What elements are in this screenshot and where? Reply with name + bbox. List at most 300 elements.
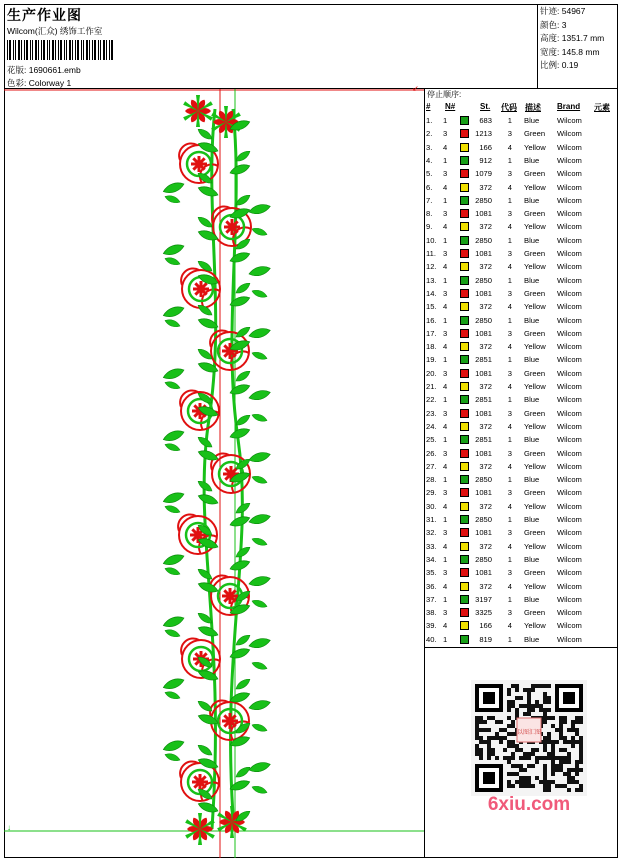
row-needle: 4 (443, 262, 448, 272)
leaf (162, 366, 185, 381)
row-stitches: 372 (479, 222, 492, 232)
color-swatch (460, 369, 469, 378)
flower-center (229, 224, 235, 230)
row-index: 28. (426, 475, 437, 485)
color-swatch (460, 276, 469, 285)
row-description: Yellow (524, 461, 546, 471)
table-row (425, 221, 618, 234)
row-description: Blue (524, 275, 540, 285)
row-index: 4. (426, 155, 433, 165)
leaf (248, 388, 271, 402)
row-stitches: 1081 (475, 209, 492, 219)
leaf (251, 722, 268, 733)
embroidery-design (4, 84, 424, 858)
row-code: 1 (507, 554, 512, 564)
row-brand: Wilcom (557, 222, 582, 232)
row-brand: Wilcom (557, 355, 582, 365)
row-stitches: 2850 (475, 515, 492, 524)
table-row (425, 115, 618, 128)
row-stitches: 2850 (475, 195, 492, 205)
stat-label: 颜色: (540, 19, 562, 30)
flower-center (195, 532, 201, 538)
row-brand: Wilcom (557, 475, 582, 485)
row-needle: 3 (443, 368, 448, 378)
stat-label: 针迹: (540, 6, 562, 16)
row-description: Green (524, 249, 546, 258)
color-swatch (460, 222, 469, 231)
table-row (425, 474, 618, 487)
leaf (162, 676, 185, 691)
table-row (425, 128, 618, 141)
row-code: 3 (507, 129, 512, 139)
row-code: 1 (507, 594, 512, 604)
row-index: 10. (426, 235, 437, 245)
row-stitches: 3325 (475, 608, 492, 618)
row-brand: Wilcom (557, 342, 582, 352)
leaf (164, 380, 181, 391)
row-index: 2. (426, 129, 433, 139)
watermark-text: 6xiu.com (487, 794, 571, 815)
row-description: Green (524, 288, 546, 298)
colorway-label: 色彩: Colorway 1 (7, 78, 72, 88)
row-brand: Wilcom (557, 382, 582, 391)
row-index: 34. (426, 554, 437, 564)
row-needle: 1 (443, 554, 448, 564)
row-code: 4 (507, 621, 512, 631)
row-description: Yellow (524, 581, 546, 591)
leaf (162, 614, 185, 629)
row-index: 25. (426, 435, 437, 445)
top-marker-arrow: ↙ (412, 84, 419, 93)
flower-center (227, 718, 233, 724)
leaf (248, 450, 271, 464)
row-stitches: 372 (479, 461, 492, 471)
row-needle: 1 (443, 275, 448, 285)
row-index: 40. (426, 634, 437, 644)
row-index: 9. (426, 222, 433, 232)
leaf (162, 242, 185, 257)
leaf (248, 326, 271, 340)
header (4, 4, 537, 88)
stat-value: 54967 (561, 6, 586, 16)
row-needle: 1 (443, 634, 448, 644)
row-index: 26. (426, 448, 437, 458)
row-needle: 1 (443, 355, 448, 365)
row-brand: Wilcom (557, 501, 582, 511)
row-description: Blue (524, 594, 540, 604)
leaf (164, 194, 181, 205)
leaf (248, 760, 271, 774)
color-swatch (460, 395, 469, 404)
leaf (164, 690, 181, 701)
color-swatch (460, 382, 469, 391)
row-description: Blue (524, 475, 540, 485)
row-brand: Wilcom (557, 155, 582, 165)
row-stitches: 2850 (475, 235, 492, 245)
row-description: Green (524, 448, 546, 458)
leaf (164, 318, 181, 329)
color-swatch (460, 236, 469, 245)
table-row (425, 301, 618, 314)
row-stitches: 1081 (475, 528, 492, 538)
row-description: Yellow (524, 222, 546, 232)
color-swatch (460, 355, 469, 364)
row-needle: 3 (443, 209, 448, 219)
row-index: 19. (426, 355, 437, 365)
color-swatch (460, 608, 469, 617)
row-description: Blue (524, 634, 540, 644)
stat-row (540, 59, 578, 71)
row-brand: Wilcom (557, 368, 582, 378)
row-code: 4 (507, 461, 512, 471)
row-brand: Wilcom (557, 528, 582, 538)
row-brand: Wilcom (557, 395, 582, 405)
row-index: 36. (426, 581, 437, 591)
leaf (164, 504, 181, 515)
row-stitches: 1081 (475, 328, 492, 338)
leaf (196, 567, 214, 582)
row-brand: Wilcom (557, 488, 582, 498)
row-brand: Wilcom (557, 541, 582, 551)
color-swatch (460, 621, 469, 630)
color-swatch (460, 502, 469, 511)
row-brand: Wilcom (557, 116, 582, 125)
row-needle: 1 (443, 235, 448, 245)
color-swatch (460, 143, 469, 152)
row-stitches: 2850 (475, 475, 492, 485)
row-index: 13. (426, 275, 437, 285)
table-row (425, 541, 618, 554)
col-header-needle: N# (445, 102, 456, 111)
col-header-code: 代码 (501, 103, 517, 112)
row-index: 32. (426, 528, 437, 538)
row-index: 33. (426, 541, 437, 551)
row-stitches: 1081 (475, 568, 492, 578)
leaf (229, 162, 251, 177)
row-needle: 3 (443, 408, 448, 418)
row-code: 4 (507, 541, 512, 551)
row-brand: Wilcom (557, 328, 582, 338)
bottom-marker-arrow: ↓ (7, 823, 11, 832)
table-row (425, 168, 618, 181)
table-row (425, 328, 618, 341)
row-needle: 4 (443, 501, 448, 511)
row-code: 1 (507, 315, 512, 325)
row-code: 3 (507, 249, 512, 258)
table-row (425, 182, 618, 195)
row-brand: Wilcom (557, 594, 582, 604)
table-row (425, 461, 618, 474)
row-description: Green (524, 528, 546, 538)
color-swatch (460, 183, 469, 192)
table-row (425, 354, 618, 367)
color-swatch (460, 542, 469, 551)
row-stitches: 2851 (475, 395, 492, 405)
row-code: 3 (507, 408, 512, 418)
leaf (164, 442, 181, 453)
color-swatch (460, 515, 469, 524)
row-index: 21. (426, 382, 437, 391)
color-swatch (460, 635, 469, 644)
row-brand: Wilcom (557, 515, 582, 524)
table-row (425, 527, 618, 540)
row-needle: 3 (443, 249, 448, 258)
row-description: Blue (524, 554, 540, 564)
row-stitches: 1081 (475, 249, 492, 258)
row-code: 3 (507, 288, 512, 298)
row-needle: 3 (443, 488, 448, 498)
row-code: 4 (507, 302, 512, 312)
leaf (248, 636, 271, 650)
row-index: 29. (426, 488, 437, 498)
color-swatch (460, 449, 469, 458)
row-needle: 3 (443, 129, 448, 139)
row-brand: Wilcom (557, 302, 582, 312)
row-needle: 1 (443, 315, 448, 325)
row-code: 4 (507, 182, 512, 192)
row-needle: 1 (443, 594, 448, 604)
row-description: Green (524, 368, 546, 378)
row-code: 1 (507, 275, 512, 285)
row-needle: 4 (443, 382, 448, 391)
color-swatch (460, 555, 469, 564)
table-row (425, 607, 618, 620)
row-index: 31. (426, 515, 437, 524)
row-stitches: 2850 (475, 315, 492, 325)
row-code: 3 (507, 448, 512, 458)
row-stitches: 372 (479, 182, 492, 192)
qr-panel (425, 648, 618, 858)
leaf (251, 474, 268, 485)
vine-pattern (162, 95, 271, 845)
table-row (425, 567, 618, 580)
row-needle: 3 (443, 328, 448, 338)
col-header-brand: Brand (557, 102, 581, 111)
table-row (425, 434, 618, 447)
row-needle: 3 (443, 288, 448, 298)
row-index: 37. (426, 594, 437, 604)
table-row (425, 581, 618, 594)
row-description: Yellow (524, 342, 546, 352)
row-stitches: 1081 (475, 448, 492, 458)
leaf (164, 256, 181, 267)
barcode-image (7, 40, 115, 60)
row-description: Yellow (524, 142, 546, 152)
row-brand: Wilcom (557, 169, 582, 179)
flower-center (198, 286, 204, 292)
row-stitches: 912 (479, 155, 492, 165)
row-code: 1 (507, 116, 512, 125)
row-index: 18. (426, 342, 437, 352)
table-row (425, 208, 618, 221)
leaf (251, 598, 268, 609)
row-stitches: 1081 (475, 488, 492, 498)
color-swatch (460, 435, 469, 444)
row-stitches: 1081 (475, 288, 492, 298)
row-needle: 1 (443, 116, 448, 125)
row-brand: Wilcom (557, 581, 582, 591)
row-needle: 4 (443, 142, 448, 152)
row-brand: Wilcom (557, 608, 582, 618)
row-description: Blue (524, 155, 540, 165)
row-brand: Wilcom (557, 275, 582, 285)
leaf (234, 281, 252, 296)
row-description: Green (524, 488, 546, 498)
row-stitches: 166 (479, 621, 492, 631)
table-row (425, 261, 618, 274)
row-code: 4 (507, 421, 512, 431)
row-brand: Wilcom (557, 554, 582, 564)
design-file-label: 花版: 1690661.emb (7, 65, 81, 75)
row-code: 3 (507, 568, 512, 578)
row-brand: Wilcom (557, 249, 582, 258)
row-stitches: 372 (479, 421, 492, 431)
row-description: Blue (524, 315, 540, 325)
row-brand: Wilcom (557, 315, 582, 325)
row-description: Blue (524, 515, 540, 524)
stats-panel (537, 4, 618, 88)
leaf (162, 490, 185, 505)
color-swatch (460, 196, 469, 205)
sequence-heading: 停止顺序: (427, 90, 462, 99)
row-code: 4 (507, 581, 512, 591)
table-row (425, 634, 618, 647)
table-row (425, 275, 618, 288)
row-stitches: 2851 (475, 355, 492, 365)
row-code: 4 (507, 501, 512, 511)
color-swatch (460, 488, 469, 497)
row-index: 30. (426, 501, 437, 511)
row-index: 35. (426, 568, 437, 578)
table-row (425, 594, 618, 607)
leaf (251, 412, 268, 423)
row-needle: 1 (443, 395, 448, 405)
row-brand: Wilcom (557, 182, 582, 192)
row-description: Green (524, 568, 546, 578)
row-code: 4 (507, 142, 512, 152)
row-index: 8. (426, 209, 433, 219)
row-stitches: 372 (479, 581, 492, 591)
stat-row (540, 5, 585, 17)
stat-row (540, 46, 600, 58)
row-brand: Wilcom (557, 634, 582, 644)
table-row (425, 620, 618, 633)
color-swatch (460, 156, 469, 165)
leaf (251, 226, 268, 237)
table-row (425, 514, 618, 527)
row-needle: 1 (443, 195, 448, 205)
row-index: 12. (426, 262, 437, 272)
col-header-stitches: St. (480, 102, 491, 111)
leaf (162, 180, 185, 195)
row-index: 17. (426, 328, 437, 338)
color-swatch (460, 462, 469, 471)
row-stitches: 166 (479, 142, 492, 152)
row-index: 22. (426, 395, 437, 405)
table-row (425, 235, 618, 248)
row-brand: Wilcom (557, 235, 582, 245)
leaf (251, 288, 268, 299)
row-index: 15. (426, 302, 437, 312)
leaf (164, 628, 181, 639)
row-code: 1 (507, 435, 512, 445)
row-description: Yellow (524, 302, 546, 312)
table-row (425, 155, 618, 168)
color-swatch (460, 528, 469, 537)
leaf (248, 512, 271, 526)
row-needle: 4 (443, 461, 448, 471)
qr-code-image (425, 648, 618, 858)
row-stitches: 372 (479, 302, 492, 312)
row-needle: 4 (443, 222, 448, 232)
row-code: 1 (507, 634, 512, 644)
row-needle: 3 (443, 169, 448, 179)
row-code: 3 (507, 488, 512, 498)
row-description: Yellow (524, 541, 546, 551)
stat-label: 宽度: (540, 46, 562, 57)
row-brand: Wilcom (557, 448, 582, 458)
row-description: Blue (524, 235, 540, 245)
color-swatch (460, 342, 469, 351)
row-code: 4 (507, 262, 512, 272)
row-stitches: 819 (479, 634, 492, 644)
row-brand: Wilcom (557, 435, 582, 445)
table-row (425, 487, 618, 500)
row-brand: Wilcom (557, 421, 582, 431)
table-row (425, 341, 618, 354)
row-stitches: 372 (479, 501, 492, 511)
row-needle: 4 (443, 342, 448, 352)
leaf (162, 552, 185, 567)
table-row (425, 288, 618, 301)
leaf (234, 545, 252, 560)
stop-sequence-table (425, 89, 618, 647)
row-description: Green (524, 608, 546, 618)
row-description: Yellow (524, 182, 546, 192)
stat-row (540, 32, 604, 44)
row-index: 16. (426, 315, 437, 325)
table-row (425, 554, 618, 567)
row-description: Yellow (524, 621, 546, 631)
row-index: 14. (426, 288, 437, 298)
stamp-logo-text: 以图汇图 (516, 730, 542, 736)
row-index: 20. (426, 368, 437, 378)
stat-value: 145.8 mm (561, 46, 600, 57)
color-swatch (460, 329, 469, 338)
row-needle: 3 (443, 568, 448, 578)
row-description: Blue (524, 355, 540, 365)
col-header-index: # (426, 102, 431, 111)
color-swatch (460, 249, 469, 258)
row-brand: Wilcom (557, 461, 582, 471)
row-index: 39. (426, 621, 437, 631)
row-stitches: 683 (479, 116, 492, 125)
row-index: 5. (426, 169, 433, 179)
leaf (197, 624, 219, 639)
row-index: 3. (426, 142, 433, 152)
leaf (164, 566, 181, 577)
stat-value: 1351.7 mm (561, 33, 605, 43)
color-swatch (460, 289, 469, 298)
table-row (425, 501, 618, 514)
row-description: Blue (524, 435, 540, 445)
row-index: 11. (426, 249, 436, 258)
leaf (248, 202, 271, 216)
row-brand: Wilcom (557, 209, 582, 219)
leaf (251, 350, 268, 361)
row-code: 1 (507, 355, 512, 365)
row-code: 3 (507, 209, 512, 219)
